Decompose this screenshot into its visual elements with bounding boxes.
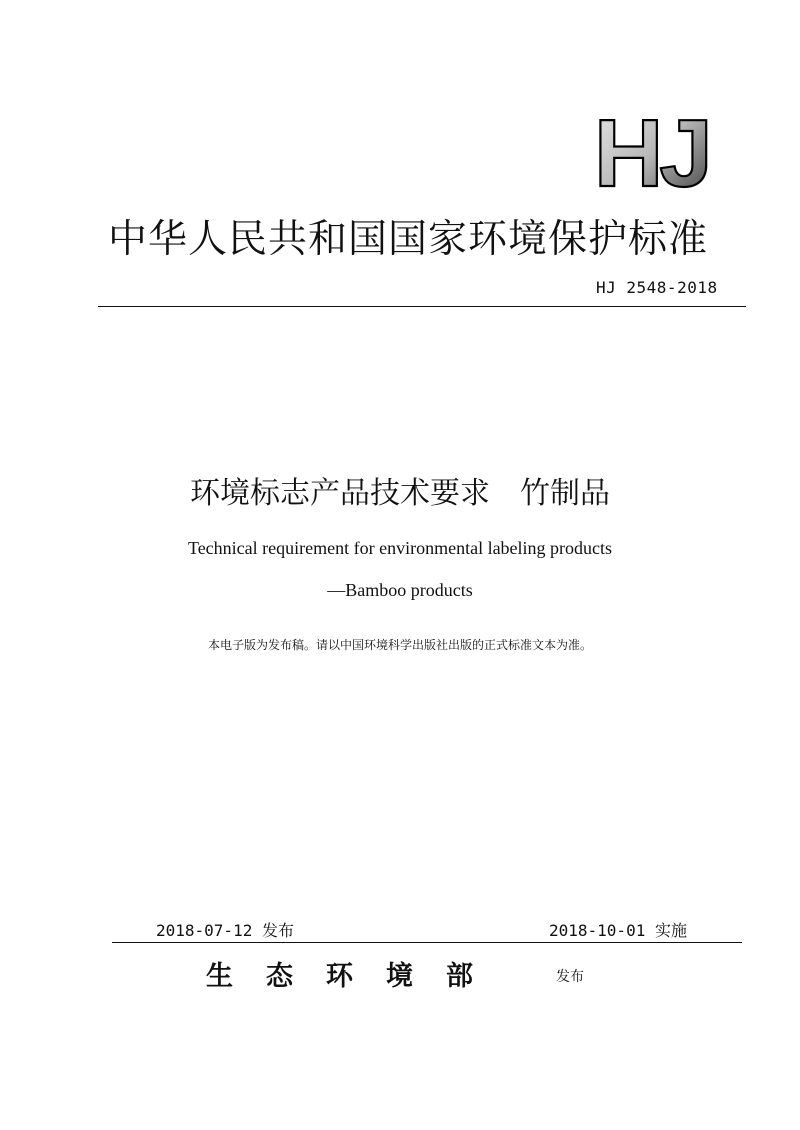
edition-note: 本电子版为发布稿。请以中国环境科学出版社出版的正式标准文本为准。 (207, 638, 592, 652)
header-divider (98, 306, 746, 307)
issuing-authority: 生态环境部 (206, 961, 506, 992)
standard-code: HJ 2548-2018 (596, 278, 718, 297)
implement-date: 2018-10-01 实施 (549, 921, 687, 940)
english-title-line2: —Bamboo products (327, 580, 473, 600)
publish-date: 2018-07-12 发布 (156, 921, 294, 940)
standard-organization: 中华人民共和国国家环境保护标准 (108, 217, 709, 262)
footer-divider (112, 942, 742, 943)
chinese-title (0, 468, 800, 512)
chinese-title-sub: 竹制品 (520, 476, 610, 511)
chinese-title-main: 环境标志产品技术要求 (190, 476, 490, 511)
hj-logo (592, 100, 732, 200)
english-title-line1: Technical requirement for environmental labeling products (187, 538, 613, 558)
hj-logo-text: HJ (594, 100, 709, 200)
issuing-label: 发布 (556, 969, 584, 985)
